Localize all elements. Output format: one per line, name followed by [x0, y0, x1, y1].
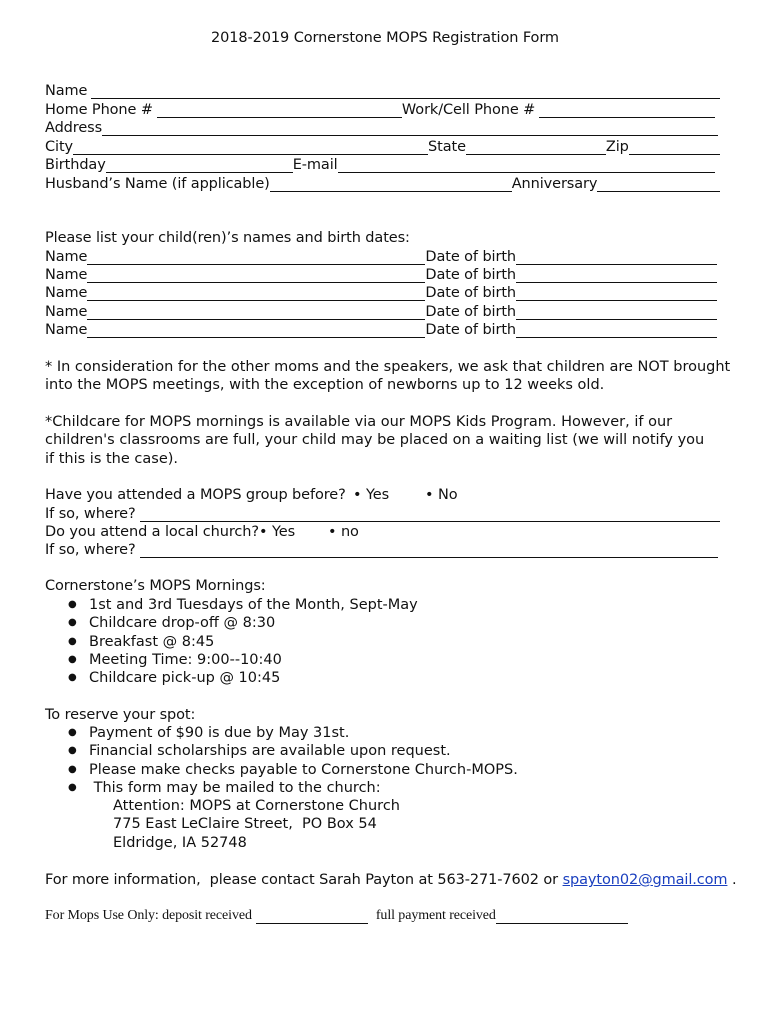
child-dob-label: Date of birth	[425, 304, 517, 320]
child-name-line[interactable]	[87, 323, 425, 338]
home-phone-line[interactable]	[157, 103, 402, 118]
contact-end: .	[727, 872, 737, 888]
email-label: E-mail	[292, 157, 338, 173]
where2-line[interactable]	[140, 543, 718, 558]
child-name-line[interactable]	[87, 286, 425, 301]
address-line[interactable]	[102, 121, 718, 136]
anniversary-line[interactable]	[597, 177, 720, 192]
child-name-line[interactable]	[87, 305, 425, 320]
husband-label: Husband’s Name (if applicable)	[45, 176, 270, 192]
home-phone-label: Home Phone #	[45, 102, 153, 118]
reserve-list	[68, 724, 518, 797]
list-item: ● Childcare drop-off @ 8:30	[68, 614, 418, 632]
church-yes-option[interactable]: • Yes	[259, 524, 296, 540]
contact-line	[45, 871, 736, 889]
mornings-list	[68, 596, 418, 687]
city-row	[45, 138, 720, 156]
attended-yes-option[interactable]: • Yes	[353, 487, 390, 503]
child-name-line[interactable]	[87, 250, 425, 265]
children-heading: Please list your child(ren)’s names and birth dates:	[45, 230, 410, 246]
where1-field[interactable]	[45, 505, 720, 523]
office-label: For Mops Use Only: deposit received	[45, 908, 252, 923]
zip-label: Zip	[605, 139, 629, 155]
child-dob-label: Date of birth	[425, 249, 517, 265]
child-dob-label: Date of birth	[425, 322, 517, 338]
state-line[interactable]	[466, 140, 606, 155]
name-label: Name	[45, 83, 88, 99]
list-item: ● Payment of $90 is due by May 31st.	[68, 724, 518, 742]
deposit-line[interactable]	[256, 909, 368, 924]
child-row	[45, 266, 717, 284]
name-field[interactable]	[45, 82, 720, 100]
office-use-row	[45, 907, 628, 925]
child-row	[45, 321, 717, 339]
list-item: ● This form may be mailed to the church:	[68, 779, 518, 797]
childcare-note: *Childcare for MOPS mornings is available via our MOPS Kids Program. However, if our children's classrooms are full, your child may be placed on a waiting list (we will notify you if this is the case).	[45, 414, 705, 467]
child-dob-label: Date of birth	[425, 267, 517, 283]
work-phone-line[interactable]	[539, 103, 715, 118]
child-dob-line[interactable]	[516, 305, 717, 320]
attended-question: Have you attended a MOPS group before?	[45, 487, 346, 503]
address-line-2: 775 East LeClaire Street, PO Box 54	[113, 816, 377, 833]
where2-label: If so, where?	[45, 542, 136, 558]
where2-field[interactable]	[45, 541, 718, 559]
child-name-label: Name	[45, 285, 88, 301]
address-label: Address	[45, 120, 103, 136]
list-item: ● Financial scholarships are available upon request.	[68, 742, 518, 760]
contact-email-link[interactable]: spayton02@gmail.com	[562, 872, 728, 888]
list-item: ● Please make checks payable to Cornerstone Church-MOPS.	[68, 761, 518, 779]
zip-line[interactable]	[629, 140, 720, 155]
work-phone-label: Work/Cell Phone #	[401, 102, 536, 118]
birthday-label: Birthday	[45, 157, 106, 173]
full-payment-line[interactable]	[496, 909, 628, 924]
husband-line[interactable]	[270, 177, 512, 192]
phone-row	[45, 101, 715, 119]
full-payment-label: full payment received	[375, 908, 496, 923]
list-item: ● Childcare pick-up @ 10:45	[68, 669, 418, 687]
church-question: Do you attend a local church?	[45, 524, 259, 540]
consideration-note: * In consideration for the other moms and the speakers, we ask that children are NOT brought into the MOPS meetings, with the exception of newborns up to 12 weeks old.	[45, 359, 731, 394]
list-item: ● Meeting Time: 9:00--10:40	[68, 651, 418, 669]
mornings-heading: Cornerstone’s MOPS Mornings:	[45, 578, 266, 594]
birthday-row	[45, 156, 715, 174]
child-name-label: Name	[45, 304, 88, 320]
child-dob-line[interactable]	[516, 286, 717, 301]
city-label: City	[45, 139, 74, 155]
husband-row	[45, 175, 720, 193]
anniversary-label: Anniversary	[511, 176, 598, 192]
contact-text: For more information, please contact Sarah Payton at 563-271-7602 or	[45, 872, 559, 888]
address-line-3: Eldridge, IA 52748	[113, 834, 247, 851]
mailing-address	[113, 797, 400, 852]
child-name-label: Name	[45, 249, 88, 265]
child-row	[45, 248, 717, 266]
child-row	[45, 284, 717, 302]
child-dob-line[interactable]	[516, 250, 717, 265]
attended-no-option[interactable]: • No	[425, 487, 458, 503]
where1-label: If so, where?	[45, 506, 136, 522]
email-line[interactable]	[338, 158, 715, 173]
child-name-label: Name	[45, 322, 88, 338]
city-line[interactable]	[73, 140, 428, 155]
child-row	[45, 303, 717, 321]
church-no-option[interactable]: • no	[328, 524, 359, 540]
address-line-1: Attention: MOPS at Cornerstone Church	[113, 798, 400, 814]
child-dob-line[interactable]	[516, 268, 717, 283]
name-line[interactable]	[91, 84, 720, 99]
child-name-label: Name	[45, 267, 88, 283]
state-label: State	[428, 139, 466, 155]
where1-line[interactable]	[140, 507, 720, 522]
page-title: 2018-2019 Cornerstone MOPS Registration Form	[211, 30, 559, 46]
list-item: ● 1st and 3rd Tuesdays of the Month, Sept-May	[68, 596, 418, 614]
list-item: ● Breakfast @ 8:45	[68, 633, 418, 651]
address-field[interactable]	[45, 119, 718, 137]
child-dob-line[interactable]	[516, 323, 717, 338]
child-dob-label: Date of birth	[425, 285, 517, 301]
birthday-line[interactable]	[106, 158, 293, 173]
reserve-heading: To reserve your spot:	[45, 707, 196, 723]
child-name-line[interactable]	[87, 268, 425, 283]
